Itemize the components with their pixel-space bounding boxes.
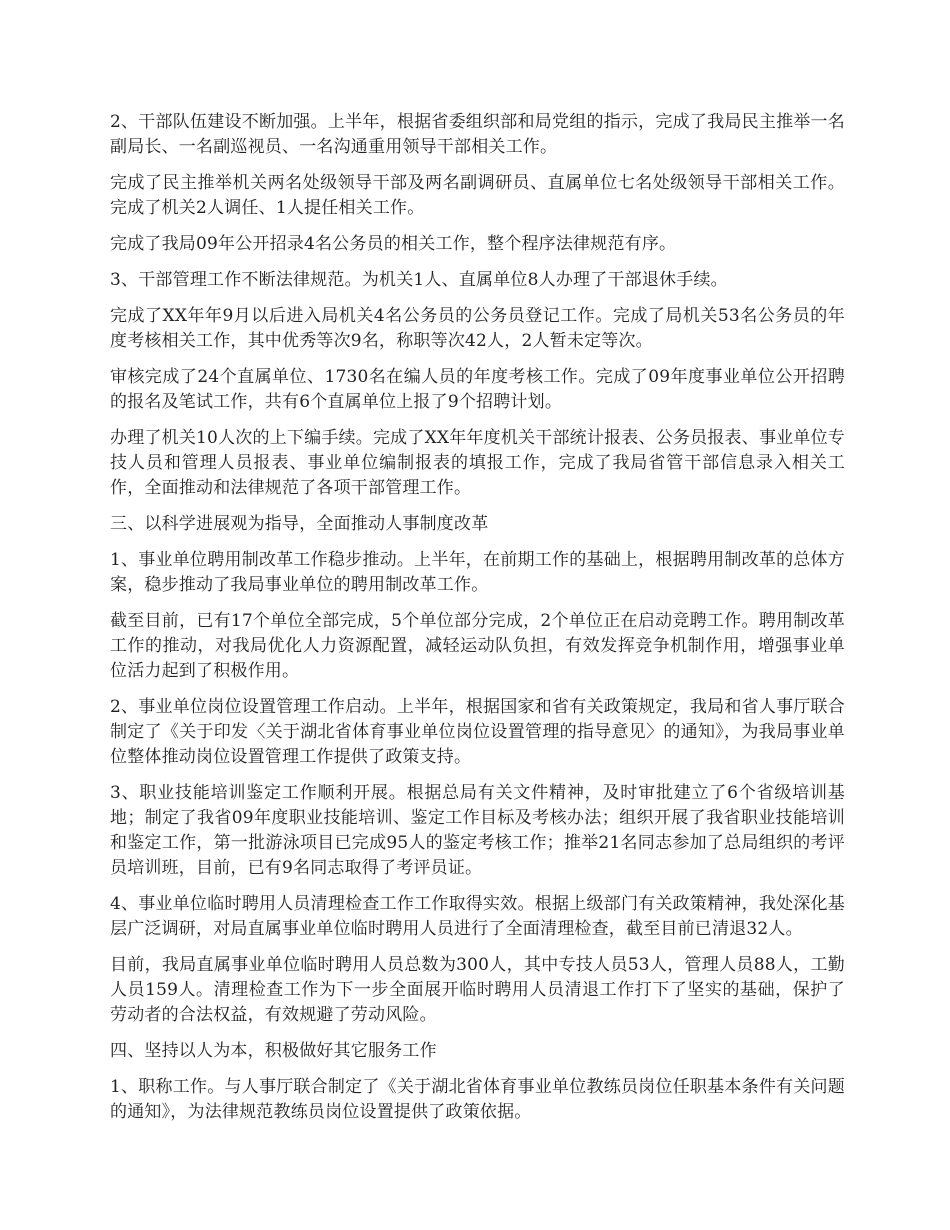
paragraph-professional-titles: 1、职称工作。与人事厅联合制定了《关于湖北省体育事业单位教练员岗位任职基本条件有关问题的通知》，为法律规范教练员岗位设置提供了政策依据。 [110, 1077, 845, 1122]
paragraph-cadre-team: 2、干部队伍建设不断加强。上半年，根据省委组织部和局党组的指示，完成了我局民主推举一名副局长、一名副巡视员、一名沟通重用领导干部相关工作。 [110, 112, 845, 157]
document-page [110, 110, 845, 1136]
paragraph-reform-progress: 截至目前，已有17个单位全部完成，5个单位部分完成，2个单位正在启动竞聘工作。聘用制改革工作的推动，对我局优化人力资源配置，减轻运动队负担，有效发挥竞争机制作用，增强事业单位活力起到了积极作用。 [110, 611, 845, 681]
paragraph-employment-reform: 1、事业单位聘用制改革工作稳步推动。上半年，在前期工作的基础上，根据聘用制改革的总体方案，稳步推动了我局事业单位的聘用制改革工作。 [110, 550, 845, 595]
section-heading-3: 三、以科学进展观为指导，全面推动人事制度改革 [110, 514, 489, 534]
paragraph-civil-servant-recruitment: 完成了我局09年公开招录4名公务员的相关工作，整个程序法律规范有序。 [110, 234, 677, 254]
paragraph-registration-assessment: 完成了XX年年9月以后进入局机关4名公务员的公务员登记工作。完成了局机关53名公务员的年度考核相关工作，其中优秀等次9名，称职等次42人，2人暂未定等次。 [110, 306, 845, 351]
paragraph-annual-assessment: 审核完成了24个直属单位、1730名在编人员的年度考核工作。完成了09年度事业单位公开招聘的报名及笔试工作，共有6个直属单位上报了9个招聘计划。 [110, 367, 845, 412]
paragraph-post-setting: 2、事业单位岗位设置管理工作启动。上半年，根据国家和省有关政策规定，我局和省人事厅联合制定了《关于印发〈关于湖北省体育事业单位岗位设置管理的指导意见〉的通知》，为我局事业单位整体推动岗位设置管理工作提供了政策支持。 [110, 697, 845, 767]
paragraph-skills-training: 3、职业技能培训鉴定工作顺利开展。根据总局有关文件精神，及时审批建立了6个省级培训基地；制定了我省09年度职业技能培训、鉴定工作目标及考核办法；组织开展了我省职业技能培训和鉴定工作，第一批游泳项目已完成95人的鉴定考核工作；推举21名同志参加了总局组织的考评员培训班，目前，已有9名同志取得了考评员证。 [110, 783, 845, 878]
paragraph-temporary-staff-cleanup: 4、事业单位临时聘用人员清理检查工作工作取得实效。根据上级部门有关政策精神，我处深化基层广泛调研，对局直属事业单位临时聘用人员进行了全面清理检查，截至目前已清退32人。 [110, 894, 845, 939]
paragraph-staffing-procedures: 办理了机关10人次的上下编手续。完成了XX年年度机关干部统计报表、公务员报表、事业单位专技人员和管理人员报表、事业单位编制报表的填报工作，完成了我局省管干部信息录入相关工作，全面推动和法律规范了各项干部管理工作。 [110, 428, 845, 498]
paragraph-temporary-staff-totals: 目前，我局直属事业单位临时聘用人员总数为300人，其中专技人员53人，管理人员88人，工勤人员159人。清理检查工作为下一步全面展开临时聘用人员清退工作打下了坚实的基础，保护了劳动者的合法权益，有效规避了劳动风险。 [110, 955, 845, 1025]
paragraph-cadre-management: 3、干部管理工作不断法律规范。为机关1人、直属单位8人办理了干部退休手续。 [110, 270, 728, 290]
paragraph-democratic-recommendation: 完成了民主推举机关两名处级领导干部及两名副调研员、直属单位七名处级领导干部相关工作。完成了机关2人调任、1人提任相关工作。 [110, 173, 845, 218]
section-heading-4: 四、坚持以人为本，积极做好其它服务工作 [110, 1041, 437, 1061]
